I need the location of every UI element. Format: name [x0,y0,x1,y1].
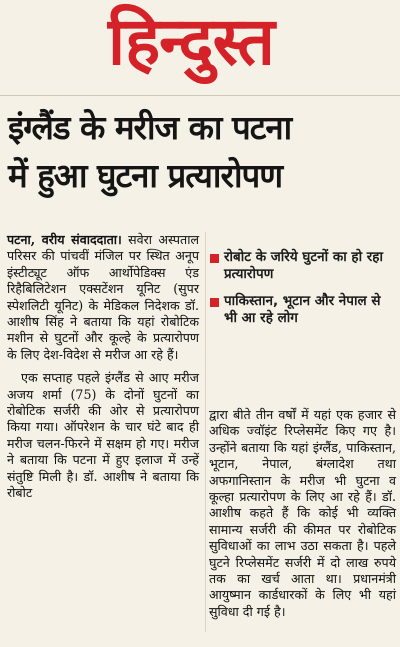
masthead-divider [0,95,400,96]
headline-line-1: इंग्लैंड के मरीज का पटना [8,108,292,147]
article-column-right [209,407,396,620]
masthead-logo-text: हिन्दुस्त [108,3,274,80]
square-bullet-icon [210,254,219,263]
dateline: पटना, वरीय संवाददाता। [7,232,122,247]
highlight-text: रोबोट के जरिये घुटनों का हो रहा प्रत्यारोपण [224,249,383,282]
article-paragraph-1-text: सवेरा अस्पताल परिसर की पांचवीं मंजिल पर स्थित अनूप इंस्टीट्यूट ऑफ आर्थोपेडिक्स एंड रिहैबिलिटेशन एक्सटेंशन यूनिट (सुपर स्पेशलिटी यूनिट) के मेडिकल निदेशक डॉ. आशीष सिंह ने बताया कि यहां रोबोटिक मशीन से घुटनों और कूल्हे के प्रत्यारोपण के लिए देश-विदेश से मरीज आ रहे हैं। [7,232,199,362]
headline [8,104,394,200]
highlight-item [210,249,396,283]
highlight-text: पाकिस्तान, भूटान और नेपाल से भी आ रहे लोग [224,293,381,326]
article-paragraph-2: एक सप्ताह पहले इंग्लैंड से आए मरीज अजय शर्मा (75) के दोनों घुटनों का रोबोटिक सर्जरी की ओर से प्रत्यारोपण किया गया। ऑपरेशन के चार घंटे बाद ही मरीज चलन-फिरने में सक्षम हो गए। मरीज ने बताया कि पटना में हुए इलाज में उन्हें संतुष्टि मिली है। डॉ. आशीष ने बताया कि रोबोट [7,370,199,501]
highlights-box [210,249,396,337]
article-column-left [7,232,199,502]
article-paragraph-3: द्वारा बीते तीन वर्षों में यहां एक हजार से अधिक ज्वॉइंट रिप्लेसमेंट किए गए है। उन्होंने बताया कि यहां इंग्लैंड, पाकिस्तान, भूटान, नेपाल, बंग्लादेश तथा अफगानिस्तान के मरीज भी घुटना व कूल्हा प्रत्यारोपण के लिए आ रहे हैं। डॉ. आशीष कहते हैं कि कोई भी व्यक्ति सामान्य सर्जरी की कीमत पर रोबोटिक सुविधाओं का लाभ उठा सकता है। पहले घुटने रिप्लेसमेंट सर्जरी में दो लाख रुपये तक का खर्च आता था। प्रधानमंत्री आयुष्मान कार्डधारकों के लिए भी यहां सुविधा दी गई है। [209,407,396,619]
square-bullet-icon [210,298,219,307]
highlight-item [210,293,396,327]
headline-line-2: में हुआ घुटना प्रत्यारोपण [8,156,283,195]
column-divider [205,232,206,632]
masthead [0,0,400,96]
article-paragraph-1 [7,232,199,363]
